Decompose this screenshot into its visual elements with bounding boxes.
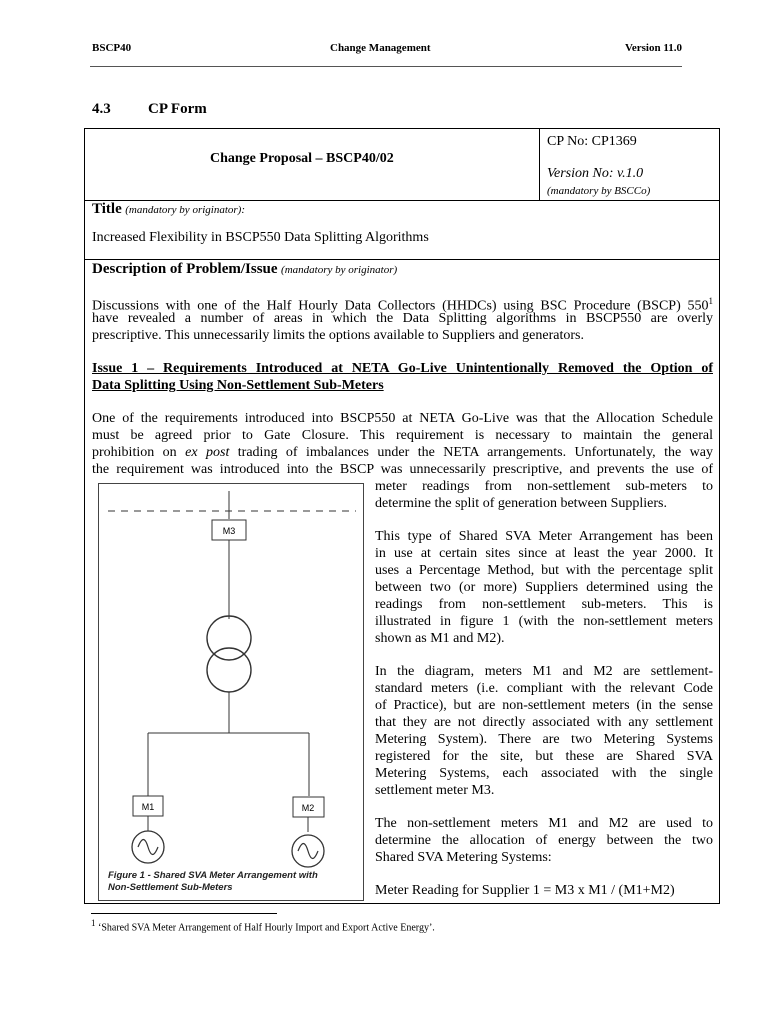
title-field-label: Title (mandatory by originator): — [92, 201, 245, 217]
section-number: 4.3 — [92, 101, 111, 117]
footnote-mark: 1 — [91, 918, 96, 928]
para1-line: One of the requirements introduced into BSCP550 at NETA Go-Live was that the Allocation Schedule — [92, 411, 713, 426]
issue-heading-line: Issue 1 – Requirements Introduced at NETA Go-Live Unintentionally Removed the Option of — [92, 361, 713, 376]
para3-line: standard meters (i.e. compliant with the relevant Code — [375, 681, 713, 696]
para1-line: must be agreed prior to Gate Closure. This requirement is necessary to maintain the general — [92, 428, 713, 443]
para3-line: Metering System). There are two Metering Systems — [375, 732, 713, 747]
issue-heading-line: Data Splitting Using Non-Settlement Sub-Meters — [92, 378, 384, 393]
cp-number: CP No: CP1369 — [547, 134, 637, 149]
version-number: Version No: v.1.0 — [547, 166, 644, 181]
para3-line: registered for the site, but these are Shared SVA — [375, 749, 713, 764]
figure-caption — [108, 870, 318, 894]
para4-line: determine the allocation of energy between the two — [375, 833, 713, 848]
para1-line: the requirement was introduced into the BSCP was unnecessarily prescriptive, and prevents the use of — [92, 462, 713, 477]
header-doc-id: BSCP40 — [92, 42, 132, 54]
para1-line: prohibition on ex post trading of imbalances under the NETA arrangements. Unfortunately, the way — [92, 445, 713, 460]
footnote-text: ‘Shared SVA Meter Arrangement of Half Hourly Import and Export Active Energy’. — [98, 922, 435, 934]
para3-line: settlement meter M3. — [375, 783, 495, 798]
para3-line: Metering Systems, each associated with the single — [375, 766, 713, 781]
para1-line: determine the split of generation between Suppliers. — [375, 496, 667, 511]
para2-line: uses a Percentage Method, but with the percentage split — [375, 563, 713, 578]
transformer-coil-lower — [207, 648, 251, 692]
figure-caption-line: Non-Settlement Sub-Meters — [108, 882, 233, 893]
meter-m1-label: M1 — [141, 802, 155, 812]
footnote-rule — [91, 913, 277, 914]
para3-line: of Practice), but are non-settlement meters (in the sense — [375, 698, 713, 713]
para2-line: This type of Shared SVA Meter Arrangement has been — [375, 529, 713, 544]
header-rule — [90, 66, 682, 67]
generator-2-wave — [298, 844, 318, 859]
para2-line: readings from non-settlement sub-meters. This is — [375, 597, 713, 612]
para1-line: meter readings from non-settlement sub-meters to — [375, 479, 713, 494]
generator-1-wave — [138, 840, 158, 855]
para2-line: shown as M1 and M2). — [375, 631, 505, 646]
version-note: (mandatory by BSCCo) — [547, 185, 651, 197]
para3-line: that they are not directly associated with any settlement — [375, 715, 713, 730]
form-divider-vertical — [539, 128, 540, 201]
para4-line: Shared SVA Metering Systems: — [375, 850, 552, 865]
para3-line: In the diagram, meters M1 and M2 are settlement- — [375, 664, 713, 679]
header-doc-title: Change Management — [330, 42, 431, 54]
para2-line: illustrated in figure 1 (with the non-settlement meters — [375, 614, 713, 629]
footnote — [91, 918, 435, 933]
form-heading: Change Proposal – BSCP40/02 — [210, 151, 394, 166]
para4-line: The non-settlement meters M1 and M2 are used to — [375, 816, 713, 831]
page-header — [92, 42, 682, 62]
para2-line: between two (or more) Suppliers determined using the — [375, 580, 713, 595]
description-label: Description of Problem/Issue (mandatory by originator) — [92, 261, 398, 277]
form-divider-2 — [84, 259, 720, 260]
section-heading — [92, 101, 207, 118]
meter-m2-label: M2 — [301, 803, 315, 813]
section-title: CP Form — [148, 101, 207, 117]
meter-m3-label: M3 — [222, 526, 236, 536]
title-field-value: Increased Flexibility in BSCP550 Data Splitting Algorithms — [92, 230, 429, 245]
intro-line: have revealed a number of areas in which the Data Splitting algorithms in BSCP550 are overly — [92, 311, 713, 326]
header-version: Version 11.0 — [624, 42, 682, 54]
meter-arrangement-diagram — [98, 483, 364, 901]
intro-line: prescriptive. This unnecessarily limits the options available to Suppliers and generators. — [92, 328, 584, 343]
figure-caption-line: Figure 1 - Shared SVA Meter Arrangement with — [108, 870, 318, 881]
intro-line: Discussions with one of the Half Hourly Data Collectors (HHDCs) using BSC Procedure (BSCP) $550^1$ — [92, 296, 713, 314]
formula: Meter Reading for Supplier 1 = M3 x M1 / (M1+M2) — [375, 883, 675, 898]
para2-line: in use at certain sites since at least the year 2000. It — [375, 546, 713, 561]
